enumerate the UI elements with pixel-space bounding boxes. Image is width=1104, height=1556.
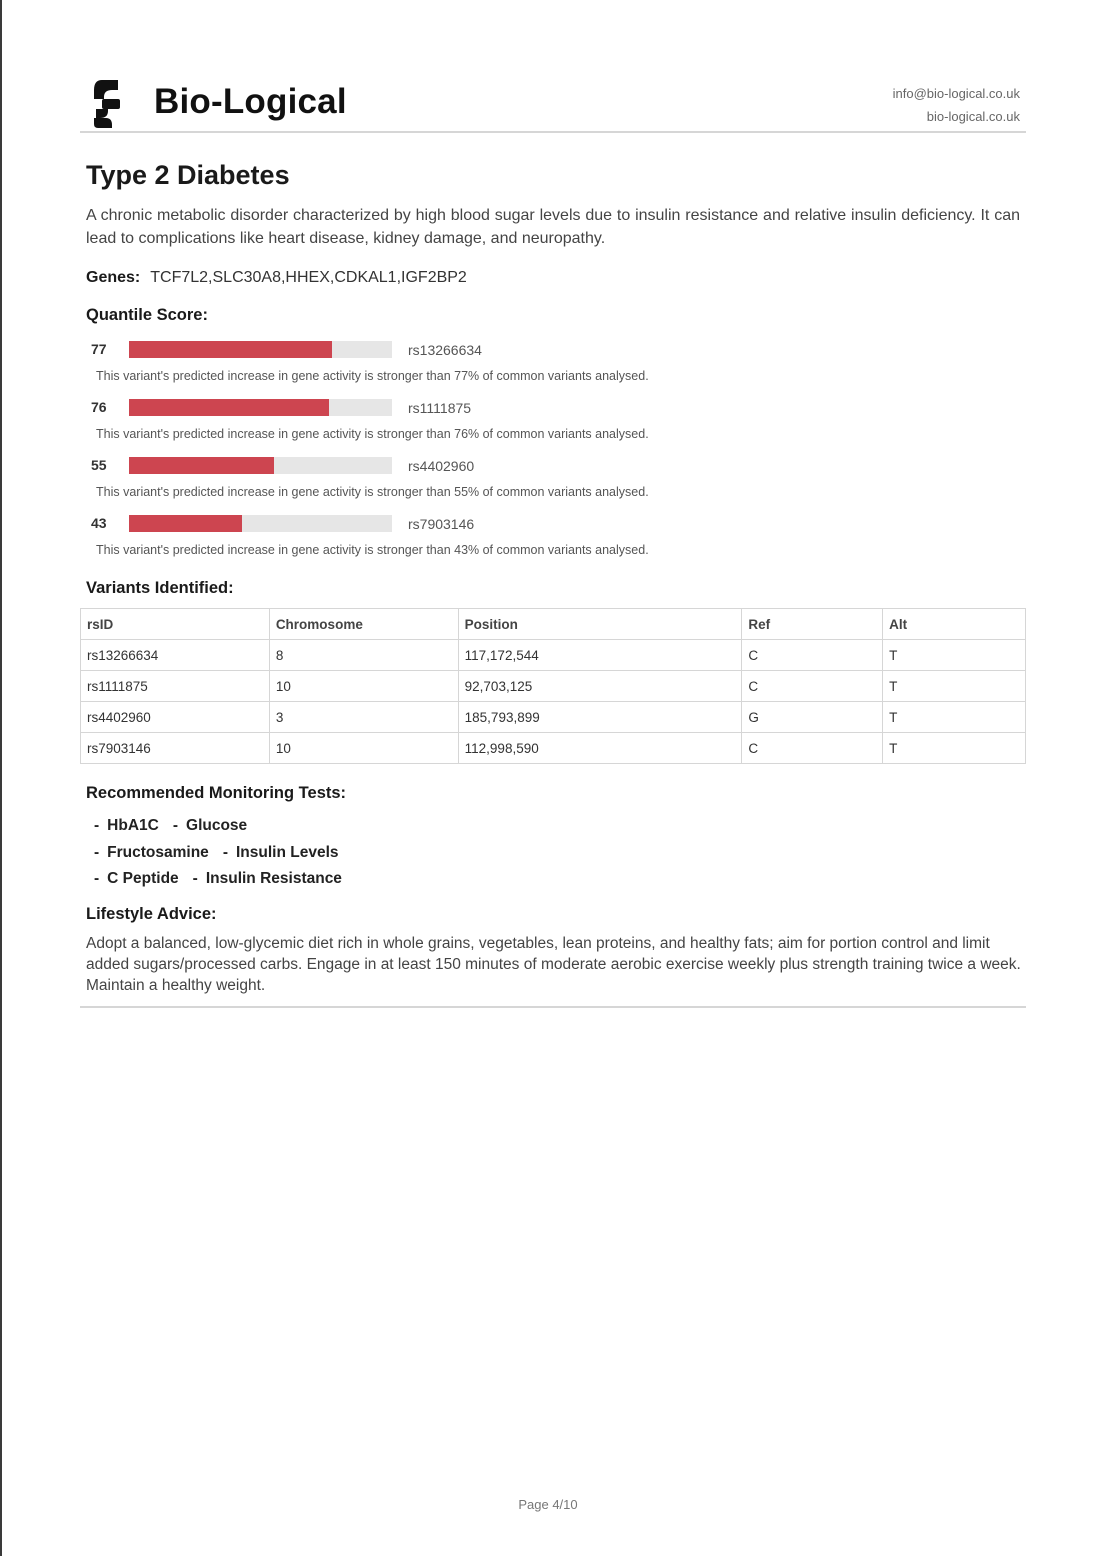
table-header-row bbox=[81, 609, 1026, 640]
contact-email[interactable]: info@bio-logical.co.uk bbox=[892, 86, 1020, 101]
score-bar-track bbox=[129, 399, 392, 416]
test-row bbox=[94, 843, 356, 870]
score-value: 55 bbox=[91, 457, 107, 473]
score-bar-track bbox=[129, 515, 392, 532]
cell-rsid: rs13266634 bbox=[81, 640, 270, 671]
column-header-chromosome: Chromosome bbox=[269, 609, 458, 640]
cell-ref: C bbox=[742, 640, 883, 671]
score-bar-fill bbox=[129, 457, 274, 474]
bullet-dash: - bbox=[94, 843, 100, 861]
score-rsid: rs7903146 bbox=[408, 516, 475, 532]
cell-ref: C bbox=[742, 671, 883, 702]
test-row bbox=[94, 816, 356, 843]
cell-position: 112,998,590 bbox=[458, 733, 742, 764]
column-header-alt: Alt bbox=[883, 609, 1026, 640]
test-item: Insulin Levels bbox=[235, 843, 339, 861]
cell-ref: G bbox=[742, 702, 883, 733]
test-item: C Peptide bbox=[107, 870, 179, 887]
score-note: This variant's predicted increase in gene activity is stronger than 77% of common variants analysed. bbox=[96, 369, 649, 383]
score-rsid: rs1111875 bbox=[408, 400, 472, 416]
quantile-score-item bbox=[86, 512, 786, 570]
bio-logical-logo-icon bbox=[92, 80, 122, 128]
lifestyle-advice-heading: Lifestyle Advice: bbox=[86, 905, 217, 923]
cell-position: 185,793,899 bbox=[458, 702, 742, 733]
cell-chromosome: 10 bbox=[269, 733, 458, 764]
monitoring-tests-list bbox=[94, 816, 356, 896]
bullet-dash: - bbox=[172, 817, 179, 834]
contact-info bbox=[893, 82, 1020, 128]
test-item: Fructosamine bbox=[107, 843, 209, 861]
score-bar-track bbox=[129, 341, 392, 358]
score-bar-fill bbox=[129, 399, 329, 416]
column-header-ref: Ref bbox=[742, 609, 883, 640]
contact-website[interactable]: bio-logical.co.uk bbox=[926, 109, 1020, 124]
score-note: This variant's predicted increase in gene activity is stronger than 55% of common variants analysed. bbox=[96, 485, 649, 499]
score-value: 76 bbox=[91, 399, 107, 415]
cell-alt: T bbox=[883, 640, 1026, 671]
quantile-score-item bbox=[86, 396, 786, 454]
column-header-position: Position bbox=[458, 609, 742, 640]
section-divider bbox=[80, 1006, 1026, 1008]
score-bar-fill bbox=[129, 515, 242, 532]
condition-description: A chronic metabolic disorder characterized by high blood sugar levels due to insulin resistance and relative insulin deficiency. It can lead to complications like heart disease, kidney damage, and neuropathy. bbox=[86, 207, 1020, 247]
score-note: This variant's predicted increase in gene activity is stronger than 76% of common variants analysed. bbox=[96, 427, 649, 441]
test-item: Insulin Resistance bbox=[205, 870, 342, 887]
test-item: Glucose bbox=[186, 817, 248, 834]
score-rsid: rs13266634 bbox=[408, 342, 482, 358]
bullet-dash: - bbox=[222, 843, 228, 861]
cell-position: 92,703,125 bbox=[458, 671, 742, 702]
monitoring-tests-heading: Recommended Monitoring Tests: bbox=[86, 784, 347, 802]
column-header-rsid: rsID bbox=[81, 609, 270, 640]
cell-ref: C bbox=[742, 733, 883, 764]
variants-heading: Variants Identified: bbox=[86, 579, 234, 597]
lifestyle-advice-text: Adopt a balanced, low-glycemic diet rich in whole grains, vegetables, lean proteins, and healthy fats; aim for portion control and limit added sugars/processed carbs. Engage in at least 150 minutes of moderate aerobic exercise weekly plus strength training twice a week. Maintain a healthy weight. bbox=[86, 935, 1021, 994]
cell-rsid: rs7903146 bbox=[81, 733, 270, 764]
score-bar-track bbox=[129, 457, 392, 474]
cell-chromosome: 3 bbox=[269, 702, 458, 733]
quantile-score-list bbox=[86, 338, 786, 570]
brand-name: Bio-Logical bbox=[154, 82, 347, 121]
cell-alt: T bbox=[883, 733, 1026, 764]
page-edge bbox=[0, 0, 2, 1556]
table-row bbox=[81, 733, 1026, 764]
cell-rsid: rs4402960 bbox=[81, 702, 270, 733]
page-title: Type 2 Diabetes bbox=[86, 160, 290, 190]
genes-value: TCF7L2,SLC30A8,HHEX,CDKAL1,IGF2BP2 bbox=[150, 269, 467, 286]
page-number: Page 4/10 bbox=[518, 1497, 578, 1512]
score-bar-fill bbox=[129, 341, 332, 358]
bullet-dash: - bbox=[94, 870, 100, 887]
score-rsid: rs4402960 bbox=[408, 458, 475, 474]
quantile-score-item bbox=[86, 338, 786, 396]
bullet-dash: - bbox=[192, 870, 198, 887]
cell-alt: T bbox=[883, 702, 1026, 733]
table-row bbox=[81, 671, 1026, 702]
table-row bbox=[81, 702, 1026, 733]
cell-position: 117,172,544 bbox=[458, 640, 742, 671]
cell-alt: T bbox=[883, 671, 1026, 702]
table-row bbox=[81, 640, 1026, 671]
score-value: 43 bbox=[91, 515, 107, 531]
cell-rsid: rs1111875 bbox=[81, 671, 270, 702]
cell-chromosome: 8 bbox=[269, 640, 458, 671]
genes-line bbox=[86, 269, 467, 287]
test-row bbox=[94, 869, 356, 896]
test-item: HbA1C bbox=[107, 817, 159, 834]
page-header bbox=[80, 74, 1026, 133]
genes-label: Genes: bbox=[86, 269, 141, 286]
cell-chromosome: 10 bbox=[269, 671, 458, 702]
quantile-score-heading: Quantile Score: bbox=[86, 306, 208, 324]
score-value: 77 bbox=[91, 341, 107, 357]
score-note: This variant's predicted increase in gene activity is stronger than 43% of common variants analysed. bbox=[96, 543, 649, 557]
bullet-dash: - bbox=[94, 817, 100, 834]
quantile-score-item bbox=[86, 454, 786, 512]
variants-table bbox=[80, 608, 1026, 764]
